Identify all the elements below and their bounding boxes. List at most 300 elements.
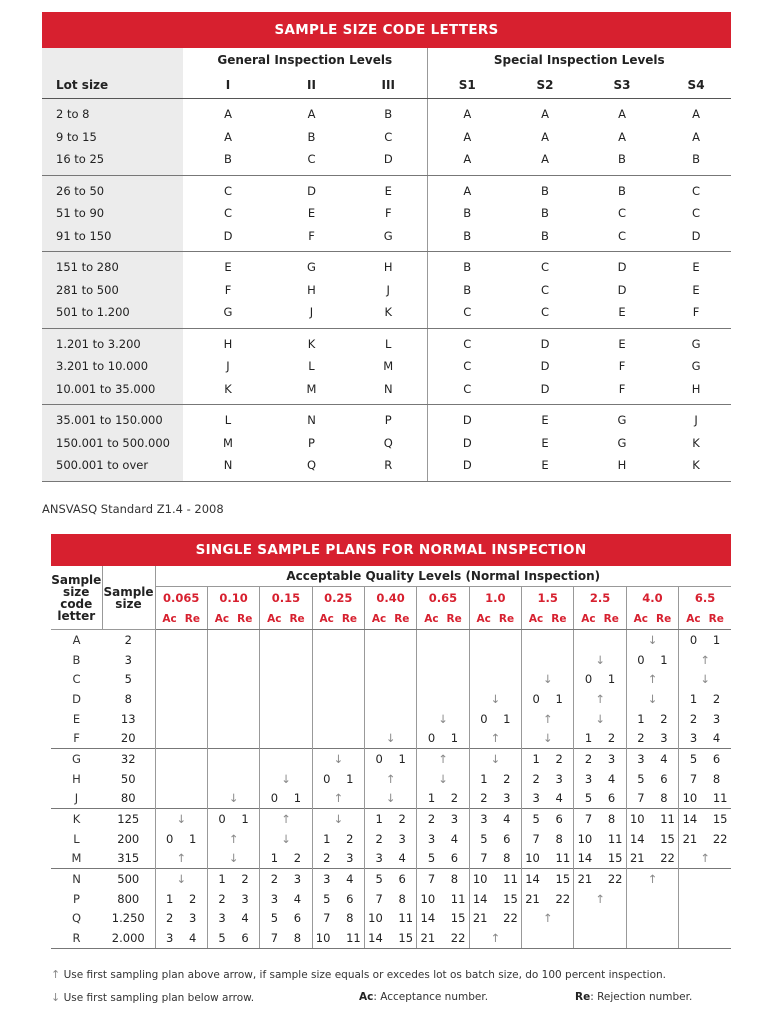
ac-re-header bbox=[574, 609, 626, 630]
ac-re-cell: 1 2 bbox=[312, 829, 364, 849]
code-letter-cell: G bbox=[617, 435, 627, 450]
ac-re-cell bbox=[155, 630, 207, 650]
code-letter-cell: E bbox=[541, 435, 549, 450]
code-letter-cell: M bbox=[71, 851, 82, 866]
table-row bbox=[51, 849, 731, 869]
down-arrow-icon: ↓ bbox=[574, 650, 626, 670]
code-letter-cell: E bbox=[692, 260, 700, 275]
up-arrow-icon: ↑ bbox=[155, 849, 207, 869]
aql-level-header: 1.0 bbox=[469, 587, 521, 610]
ac-re-cell bbox=[522, 650, 574, 670]
ac-re-cell bbox=[207, 749, 259, 769]
legend-ac: Ac: Acceptance number. bbox=[359, 991, 489, 1003]
col-header: S1 bbox=[427, 72, 507, 99]
code-letter-cell: D bbox=[350, 148, 427, 175]
code-letter-cell: L bbox=[385, 336, 392, 351]
col-header: III bbox=[350, 72, 427, 99]
ac-re-cell bbox=[260, 650, 312, 670]
code-letter-cell: C bbox=[223, 183, 233, 198]
code-letter-cell: A bbox=[72, 632, 81, 647]
ac-re-cell: 3 4 bbox=[312, 869, 364, 889]
ac-re-cell bbox=[260, 728, 312, 748]
code-letter-cell: C bbox=[540, 282, 550, 297]
down-arrow-icon: ↓ bbox=[522, 728, 574, 748]
up-arrow-icon: ↑ bbox=[260, 809, 312, 829]
ac-re-cell: 10 11 bbox=[626, 809, 678, 829]
ac-re-header bbox=[469, 609, 521, 630]
legend-re: Re: Rejection number. bbox=[575, 991, 693, 1003]
ac-re-header bbox=[522, 609, 574, 630]
code-letter-cell: H bbox=[661, 378, 731, 405]
code-letter-cell: K bbox=[661, 454, 731, 481]
ac-re-cell bbox=[312, 689, 364, 709]
code-letter-cell: C bbox=[427, 328, 507, 355]
code-letter-cell: D bbox=[617, 282, 627, 297]
code-letter-cell: F bbox=[583, 378, 661, 405]
up-arrow-icon: ↑ bbox=[522, 909, 574, 929]
up-arrow-icon: ↑ bbox=[469, 928, 521, 948]
code-letter-cell: B bbox=[427, 225, 507, 252]
code-letter-cell: G bbox=[183, 301, 273, 328]
ac-re-cell bbox=[469, 669, 521, 689]
ac-re-cell: 21 22 bbox=[522, 889, 574, 909]
code-letter-cell: A bbox=[692, 129, 700, 144]
up-arrow-icon: ↑ bbox=[51, 968, 61, 981]
code-letter-cell: Q bbox=[273, 454, 350, 481]
ac-re-cell: 3 4 bbox=[207, 909, 259, 929]
ac-re-cell: 14 15 bbox=[574, 849, 626, 869]
ac-re-cell: 0 1 bbox=[469, 709, 521, 729]
code-letter-cell: Q bbox=[71, 911, 82, 926]
sample-size-cell: 32 bbox=[102, 749, 155, 769]
ac-re-cell bbox=[522, 928, 574, 948]
table-row bbox=[51, 809, 731, 829]
ac-label: Ac bbox=[319, 613, 334, 625]
ac-re-cell: 3 4 bbox=[260, 889, 312, 909]
code-letter-cell: B bbox=[427, 202, 507, 225]
code-letter-cell: A bbox=[618, 129, 626, 144]
code-letter-cell: K bbox=[692, 435, 700, 450]
ac-re-cell: 7 8 bbox=[364, 889, 416, 909]
ac-re-cell: 3 4 bbox=[574, 769, 626, 789]
down-arrow-icon: ↓ bbox=[469, 749, 521, 769]
up-arrow-icon: ↑ bbox=[574, 689, 626, 709]
ac-re-cell bbox=[155, 709, 207, 729]
ac-re-cell bbox=[260, 689, 312, 709]
ac-re-cell: 5 6 bbox=[626, 769, 678, 789]
ac-re-cell: 2 3 bbox=[207, 889, 259, 909]
up-arrow-icon: ↑ bbox=[207, 829, 259, 849]
aql-level-header: 0.40 bbox=[364, 587, 416, 610]
code-letter-cell: J bbox=[74, 791, 79, 806]
ac-re-cell bbox=[260, 709, 312, 729]
table-row bbox=[42, 454, 731, 481]
ac-re-cell bbox=[417, 689, 469, 709]
down-arrow-icon: ↓ bbox=[260, 769, 312, 789]
ac-label: Ac bbox=[633, 613, 648, 625]
col-header: I bbox=[183, 72, 273, 99]
ac-re-cell: 7 8 bbox=[574, 809, 626, 829]
ac-re-cell: 2 3 bbox=[469, 789, 521, 809]
ac-re-cell: 0 1 bbox=[522, 689, 574, 709]
code-letter-cell: G bbox=[51, 749, 102, 769]
legend-up bbox=[51, 968, 666, 981]
ac-re-cell: 0 1 bbox=[679, 630, 731, 650]
code-letter-cell: A bbox=[427, 175, 507, 202]
re-label: Re bbox=[341, 613, 358, 625]
ac-label: Ac bbox=[581, 613, 596, 625]
ac-re-cell: 10 11 bbox=[679, 789, 731, 809]
lot-size-cell: 10.001 to 35.000 bbox=[42, 378, 183, 405]
ac-re-cell bbox=[207, 728, 259, 748]
code-letter-cell: H bbox=[583, 454, 661, 481]
re-label: Re bbox=[498, 613, 515, 625]
aql-level-header: 0.25 bbox=[312, 587, 364, 610]
ac-re-cell: 1 2 bbox=[522, 749, 574, 769]
down-arrow-icon: ↓ bbox=[207, 849, 259, 869]
ac-re-cell: 2 3 bbox=[574, 749, 626, 769]
ac-re-cell bbox=[469, 630, 521, 650]
code-letter-cell: A bbox=[618, 107, 626, 122]
re-label: Re bbox=[289, 613, 305, 625]
ac-re-cell bbox=[207, 689, 259, 709]
code-letter-header: Sample size code letter bbox=[51, 566, 102, 630]
code-letter-cell: R bbox=[350, 454, 427, 481]
lot-size-cell: 9 to 15 bbox=[42, 126, 183, 149]
ac-label: Ac bbox=[267, 613, 282, 625]
ac-label: Ac bbox=[424, 613, 439, 625]
ac-re-cell bbox=[155, 689, 207, 709]
up-arrow-icon: ↑ bbox=[679, 650, 731, 670]
ac-re-cell bbox=[626, 909, 678, 929]
table-row bbox=[51, 630, 731, 650]
ac-re-cell: 14 15 bbox=[679, 809, 731, 829]
ac-re-header bbox=[260, 609, 312, 630]
ac-re-cell bbox=[417, 669, 469, 689]
ac-re-header bbox=[679, 609, 731, 630]
code-letter-cell: C bbox=[427, 378, 507, 405]
code-letter-cell: B bbox=[661, 148, 731, 175]
ac-re-cell bbox=[155, 749, 207, 769]
ac-re-cell: 7 8 bbox=[312, 909, 364, 929]
ac-label: Ac bbox=[371, 613, 387, 625]
ac-re-cell bbox=[679, 928, 731, 948]
table-row bbox=[51, 829, 731, 849]
ac-re-cell bbox=[364, 650, 416, 670]
ac-re-cell bbox=[364, 689, 416, 709]
ac-re-cell bbox=[155, 789, 207, 809]
table-row bbox=[51, 869, 731, 889]
code-letter-cell: A bbox=[224, 129, 232, 144]
code-letter-cell: B bbox=[618, 183, 626, 198]
code-letter-cell: C bbox=[583, 225, 661, 252]
code-letter-cell: B bbox=[583, 148, 661, 175]
code-letter-cell: B bbox=[307, 129, 316, 144]
ac-re-cell bbox=[679, 869, 731, 889]
code-letter-cell: D bbox=[540, 336, 550, 351]
code-letter-cell: C bbox=[273, 148, 350, 175]
ac-re-cell: 7 8 bbox=[522, 829, 574, 849]
up-arrow-icon: ↑ bbox=[626, 869, 678, 889]
sample-size-cell: 3 bbox=[102, 650, 155, 670]
code-letter-cell: C bbox=[72, 672, 81, 687]
code-letter-cell: H bbox=[307, 282, 316, 297]
code-letter-cell: J bbox=[226, 359, 230, 374]
code-letter-cell: J bbox=[386, 282, 390, 297]
code-letter-cell: P bbox=[308, 435, 315, 450]
ac-re-cell: 1 2 bbox=[207, 869, 259, 889]
down-arrow-icon: ↓ bbox=[417, 769, 469, 789]
ac-re-cell bbox=[155, 669, 207, 689]
ac-re-cell: 5 6 bbox=[522, 809, 574, 829]
code-letter-cell: F bbox=[273, 225, 350, 252]
single-sample-plans-table bbox=[51, 534, 731, 949]
code-letter-cell: E bbox=[692, 282, 700, 297]
sample-size-cell: 315 bbox=[102, 849, 155, 869]
lot-size-cell: 151 to 280 bbox=[42, 252, 183, 279]
ac-re-header bbox=[155, 609, 207, 630]
lot-size-cell: 281 to 500 bbox=[42, 279, 183, 302]
ac-re-cell: 5 6 bbox=[417, 849, 469, 869]
up-arrow-icon: ↑ bbox=[574, 889, 626, 909]
ac-re-cell: 10 11 bbox=[522, 849, 574, 869]
ac-re-cell: 2 3 bbox=[679, 709, 731, 729]
code-letter-cell: E bbox=[541, 413, 549, 428]
down-arrow-icon: ↓ bbox=[51, 991, 61, 1004]
table1-title: SAMPLE SIZE CODE LETTERS bbox=[42, 12, 731, 48]
code-letter-cell: D bbox=[427, 454, 507, 481]
down-arrow-icon: ↓ bbox=[312, 809, 364, 829]
ac-re-cell: 2 3 bbox=[522, 769, 574, 789]
code-letter-cell: K bbox=[350, 301, 427, 328]
aql-level-header: 0.65 bbox=[417, 587, 469, 610]
code-letter-cell: E bbox=[583, 301, 661, 328]
sample-size-cell: 80 bbox=[102, 789, 155, 809]
code-letter-cell: F bbox=[224, 282, 232, 297]
code-letter-cell: G bbox=[307, 260, 316, 275]
col-header: S4 bbox=[661, 72, 731, 99]
down-arrow-icon: ↓ bbox=[522, 669, 574, 689]
code-letter-cell: C bbox=[427, 355, 507, 378]
ac-re-cell: 2 3 bbox=[626, 728, 678, 748]
ac-re-cell bbox=[155, 728, 207, 748]
ac-re-cell bbox=[364, 709, 416, 729]
ac-label: Ac bbox=[162, 613, 177, 625]
col-header: II bbox=[273, 72, 350, 99]
code-letter-cell: D bbox=[427, 405, 507, 432]
ac-re-cell bbox=[364, 630, 416, 650]
sample-size-cell: 2.000 bbox=[102, 928, 155, 948]
code-letter-cell: A bbox=[507, 148, 583, 175]
ac-re-cell: 1 2 bbox=[155, 889, 207, 909]
ac-re-cell bbox=[679, 889, 731, 909]
re-label: Re bbox=[237, 613, 253, 625]
table-row bbox=[51, 769, 731, 789]
ac-re-cell: 10 11 bbox=[469, 869, 521, 889]
ac-re-cell: 3 4 bbox=[679, 728, 731, 748]
code-letter-cell: A bbox=[224, 107, 232, 122]
ac-re-cell: 14 15 bbox=[364, 928, 416, 948]
ac-re-cell bbox=[260, 630, 312, 650]
re-label: Re bbox=[446, 613, 462, 625]
code-letter-cell: D bbox=[427, 432, 507, 455]
ac-re-cell bbox=[364, 669, 416, 689]
code-letter-cell: A bbox=[541, 129, 549, 144]
code-letter-cell: K bbox=[51, 809, 102, 829]
code-letter-cell: D bbox=[183, 225, 273, 252]
ac-re-cell: 10 11 bbox=[417, 889, 469, 909]
table-row bbox=[51, 669, 731, 689]
down-arrow-icon: ↓ bbox=[155, 869, 207, 889]
ac-re-cell: 3 4 bbox=[417, 829, 469, 849]
re-label: Re bbox=[394, 613, 410, 625]
code-letter-cell: C bbox=[507, 301, 583, 328]
sample-size-cell: 5 bbox=[102, 669, 155, 689]
code-letter-cell: D bbox=[661, 225, 731, 252]
code-letter-cell: E bbox=[224, 260, 232, 275]
col-header: S3 bbox=[583, 72, 661, 99]
sample-size-cell: 50 bbox=[102, 769, 155, 789]
ac-re-cell: 0 1 bbox=[574, 669, 626, 689]
ac-re-cell bbox=[207, 709, 259, 729]
sample-size-cell: 125 bbox=[102, 809, 155, 829]
ac-re-cell: 2 3 bbox=[364, 829, 416, 849]
table-row bbox=[51, 789, 731, 809]
ac-re-cell bbox=[312, 630, 364, 650]
code-letter-cell: B bbox=[507, 225, 583, 252]
table-row bbox=[42, 175, 731, 202]
ac-re-cell: 21 22 bbox=[469, 909, 521, 929]
ac-re-cell: 14 15 bbox=[626, 829, 678, 849]
ac-re-cell bbox=[312, 650, 364, 670]
sample-size-cell: 13 bbox=[102, 709, 155, 729]
ac-re-cell bbox=[522, 630, 574, 650]
code-letter-cell: F bbox=[618, 359, 626, 374]
aql-header: Acceptable Quality Levels (Normal Inspection) bbox=[155, 566, 731, 587]
lot-size-cell: 16 to 25 bbox=[42, 148, 183, 175]
down-arrow-icon: ↓ bbox=[364, 789, 416, 809]
code-letter-cell: E bbox=[384, 183, 392, 198]
ac-re-cell: 0 1 bbox=[364, 749, 416, 769]
lot-size-cell: 500.001 to over bbox=[42, 454, 183, 481]
lot-size-cell: 51 to 90 bbox=[42, 202, 183, 225]
code-letter-cell: D bbox=[617, 260, 627, 275]
table-row bbox=[42, 378, 731, 405]
ac-re-cell: 14 15 bbox=[522, 869, 574, 889]
code-letter-cell: A bbox=[427, 99, 507, 126]
code-letter-cell: D bbox=[72, 691, 81, 706]
ac-re-cell: 1 2 bbox=[626, 709, 678, 729]
table-row bbox=[51, 728, 731, 748]
ac-re-cell: 0 1 bbox=[207, 809, 259, 829]
ac-re-cell: 2 3 bbox=[312, 849, 364, 869]
lot-size-cell: 150.001 to 500.000 bbox=[42, 432, 183, 455]
col-header: S2 bbox=[507, 72, 583, 99]
table-row bbox=[51, 689, 731, 709]
table-row bbox=[42, 405, 731, 432]
ac-re-cell bbox=[574, 630, 626, 650]
code-letter-cell: E bbox=[307, 206, 316, 221]
ac-re-cell: 7 8 bbox=[417, 869, 469, 889]
table-row bbox=[42, 252, 731, 279]
code-letter-cell: N bbox=[307, 413, 316, 428]
ac-re-cell bbox=[574, 909, 626, 929]
code-letter-cell: M bbox=[273, 378, 350, 405]
code-letter-cell: M bbox=[223, 435, 233, 450]
table-row bbox=[51, 749, 731, 769]
ac-label: Ac bbox=[214, 613, 230, 625]
lot-size-cell: 26 to 50 bbox=[42, 175, 183, 202]
sample-size-cell: 8 bbox=[102, 689, 155, 709]
table-row bbox=[42, 126, 731, 149]
table-row bbox=[42, 99, 731, 126]
down-arrow-icon: ↓ bbox=[469, 689, 521, 709]
ac-re-cell bbox=[207, 769, 259, 789]
code-letter-cell: F bbox=[384, 206, 392, 221]
code-letter-cell: N bbox=[350, 378, 427, 405]
standard-caption: ANSVASQ Standard Z1.4 - 2008 bbox=[42, 502, 224, 516]
general-levels-header: General Inspection Levels bbox=[217, 53, 393, 67]
ac-re-cell: 21 22 bbox=[417, 928, 469, 948]
table2-title: SINGLE SAMPLE PLANS FOR NORMAL INSPECTION bbox=[51, 534, 731, 566]
code-letter-cell: B bbox=[384, 107, 393, 122]
down-arrow-icon: ↓ bbox=[626, 630, 678, 650]
code-letter-cell: J bbox=[694, 413, 698, 428]
down-arrow-icon: ↓ bbox=[574, 709, 626, 729]
code-letter-cell: C bbox=[223, 206, 233, 221]
legend-down-text: Use first sampling plan below arrow. bbox=[63, 992, 255, 1004]
ac-label: Ac bbox=[476, 613, 491, 625]
ac-re-cell: 7 8 bbox=[626, 789, 678, 809]
down-arrow-icon: ↓ bbox=[417, 709, 469, 729]
ac-re-cell bbox=[469, 650, 521, 670]
lot-size-cell: 501 to 1.200 bbox=[42, 301, 183, 328]
code-letter-cell: C bbox=[617, 206, 627, 221]
code-letter-cell: A bbox=[427, 126, 507, 149]
code-letter-cell: L bbox=[224, 413, 232, 428]
ac-re-cell bbox=[312, 669, 364, 689]
ac-re-cell: 10 11 bbox=[574, 829, 626, 849]
down-arrow-icon: ↓ bbox=[207, 789, 259, 809]
code-letter-cell: R bbox=[51, 928, 102, 948]
re-label: Re bbox=[708, 613, 724, 625]
ac-re-cell bbox=[626, 928, 678, 948]
code-letter-cell: B bbox=[427, 252, 507, 279]
sample-size-header: Sample size bbox=[102, 566, 155, 630]
code-letter-cell: H bbox=[72, 771, 81, 786]
lot-size-cell: 2 to 8 bbox=[42, 99, 183, 126]
table-row bbox=[51, 909, 731, 929]
lot-size-cell: 1.201 to 3.200 bbox=[42, 328, 183, 355]
ac-re-cell bbox=[155, 650, 207, 670]
ac-re-cell: 1 2 bbox=[679, 689, 731, 709]
ac-re-cell: 5 6 bbox=[679, 749, 731, 769]
table-row bbox=[42, 432, 731, 455]
up-arrow-icon: ↑ bbox=[417, 749, 469, 769]
ac-re-cell: 2 3 bbox=[260, 869, 312, 889]
ac-label: Ac bbox=[528, 613, 544, 625]
table-row bbox=[42, 202, 731, 225]
legend-down bbox=[51, 991, 731, 1004]
aql-level-header: 0.15 bbox=[260, 587, 312, 610]
code-letter-cell: C bbox=[384, 129, 393, 144]
code-letter-cell: B bbox=[72, 652, 81, 667]
code-letter-cell: P bbox=[73, 891, 80, 906]
code-letter-cell: N bbox=[183, 454, 273, 481]
lot-size-header: Lot size bbox=[42, 72, 183, 99]
lot-size-cell: 91 to 150 bbox=[42, 225, 183, 252]
ac-re-header bbox=[626, 609, 678, 630]
